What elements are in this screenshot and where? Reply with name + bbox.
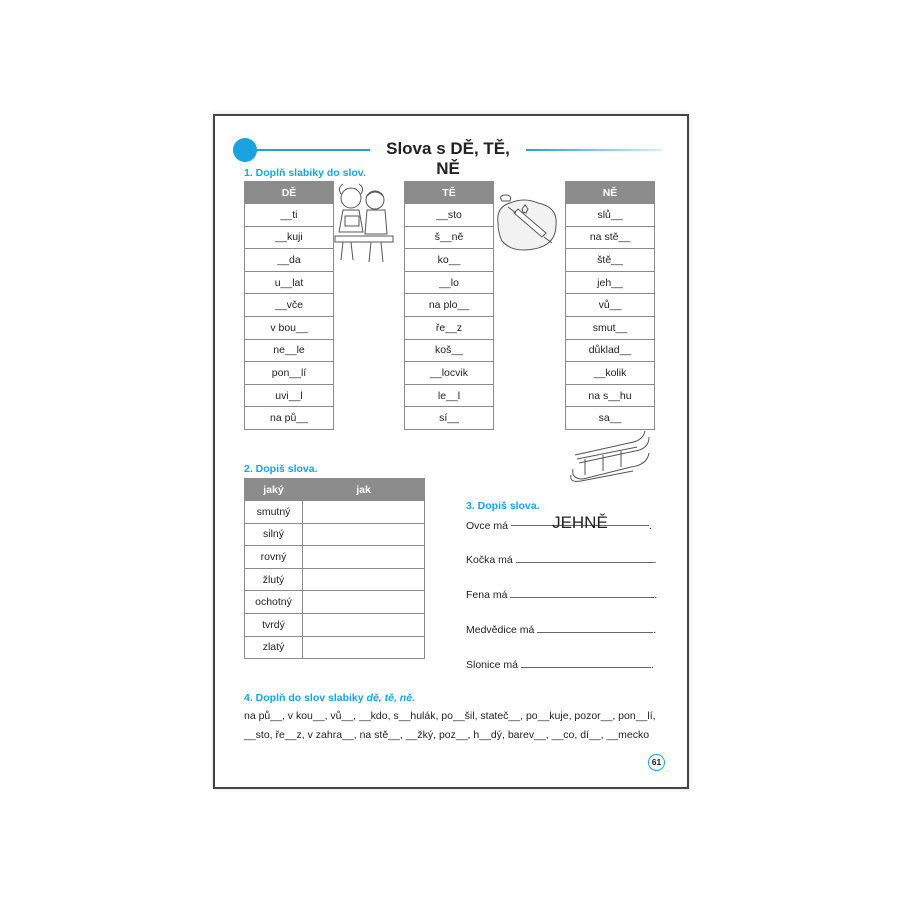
exercise3-line: [466, 586, 657, 601]
word-cell[interactable]: ko__: [405, 249, 494, 272]
word-cell[interactable]: smut__: [566, 316, 655, 339]
line-suffix: .: [654, 589, 658, 601]
exercise2-heading: 2. Dopiš slova.: [244, 463, 318, 475]
exercise3-line: [466, 656, 654, 671]
adverb-answer-cell[interactable]: [303, 523, 425, 546]
word-cell[interactable]: __vče: [245, 294, 334, 317]
adjective-cell: žlutý: [245, 568, 303, 591]
adjective-cell: rovný: [245, 546, 303, 569]
syllable-table-de: [244, 181, 334, 430]
column-header: NĚ: [566, 182, 655, 204]
adverb-answer-cell[interactable]: [303, 568, 425, 591]
table-row: [245, 249, 334, 272]
word-cell[interactable]: __locvik: [405, 362, 494, 385]
table-row: [566, 204, 655, 227]
line-prefix: Ovce má: [466, 520, 509, 532]
adverb-answer-cell[interactable]: [303, 546, 425, 569]
table-row: [245, 294, 334, 317]
exercise4-heading: [244, 692, 415, 704]
answer-text: JEHNĚ: [552, 513, 608, 532]
table-row: [245, 591, 425, 614]
title-rule-right: [526, 149, 662, 151]
exercise3-line: [466, 514, 652, 532]
syllable-table-ne: [565, 181, 655, 430]
table-row: [245, 523, 425, 546]
adjective-table: [244, 478, 425, 659]
word-cell[interactable]: __da: [245, 249, 334, 272]
word-cell[interactable]: u__lat: [245, 271, 334, 294]
table-row: [405, 204, 494, 227]
adjective-cell: silný: [245, 523, 303, 546]
exercise4-line-1: na pů__, v kou__, vů__, __kdo, s__hulák, po__šil, stateč__, po__kuje, pozor__, pon__lí,: [244, 710, 656, 722]
word-cell[interactable]: š__ně: [405, 226, 494, 249]
page-title: Slova s DĚ, TĚ, NĚ: [386, 139, 510, 178]
table-row: [405, 316, 494, 339]
word-cell[interactable]: le__l: [405, 384, 494, 407]
table-row: [245, 613, 425, 636]
table-row: [245, 501, 425, 524]
children-sitting-illustration: [331, 180, 397, 266]
word-cell[interactable]: __kolik: [566, 362, 655, 385]
answer-blank[interactable]: [521, 656, 651, 668]
table-row: [405, 226, 494, 249]
exercise3-heading: 3. Dopiš slova.: [466, 500, 540, 512]
word-cell[interactable]: __ti: [245, 204, 334, 227]
table-row: [405, 249, 494, 272]
table-row: [405, 362, 494, 385]
table-row: [245, 204, 334, 227]
table-row: [566, 226, 655, 249]
adjective-cell: zlatý: [245, 636, 303, 659]
table-row: [245, 636, 425, 659]
answer-blank[interactable]: [511, 513, 649, 532]
answer-blank[interactable]: [510, 586, 654, 598]
heading-suffix: .: [412, 692, 415, 704]
heading-syllables: dě, tě, ně: [366, 692, 413, 704]
answer-blank[interactable]: [537, 621, 653, 633]
table-row: [405, 294, 494, 317]
answer-blank[interactable]: [516, 551, 654, 563]
exercise4-line-2: __sto, ře__z, v zahra__, na stě__, __žký, poz__, h__dý, barev__, __co, dí__, __mecko: [244, 729, 650, 741]
line-suffix: .: [650, 659, 654, 671]
table-row: [566, 362, 655, 385]
word-cell[interactable]: jeh__: [566, 271, 655, 294]
word-cell[interactable]: ne__le: [245, 339, 334, 362]
table-row: [566, 294, 655, 317]
table-row: [245, 546, 425, 569]
table-row: [245, 271, 334, 294]
word-cell[interactable]: vů__: [566, 294, 655, 317]
exercise1-heading: 1. Doplň slabiky do slov.: [244, 167, 366, 179]
word-cell[interactable]: slů__: [566, 204, 655, 227]
column-header-jaky: jaký: [245, 479, 303, 501]
adverb-answer-cell[interactable]: [303, 613, 425, 636]
exercise3-line: [466, 551, 657, 566]
word-cell[interactable]: koš__: [405, 339, 494, 362]
table-row: [245, 568, 425, 591]
line-suffix: .: [653, 624, 657, 636]
table-row: [405, 407, 494, 430]
word-cell[interactable]: ště__: [566, 249, 655, 272]
word-cell[interactable]: sí__: [405, 407, 494, 430]
word-cell[interactable]: __kuji: [245, 226, 334, 249]
adverb-answer-cell[interactable]: [303, 636, 425, 659]
line-prefix: Slonice má: [466, 659, 518, 671]
adjective-cell: smutný: [245, 501, 303, 524]
line-prefix: Fena má: [466, 589, 508, 601]
table-row: [405, 384, 494, 407]
table-row: [245, 407, 334, 430]
rolling-pin-dough-illustration: [494, 193, 562, 255]
table-row: [405, 271, 494, 294]
table-row: [245, 339, 334, 362]
adverb-answer-cell[interactable]: [303, 591, 425, 614]
table-row: [566, 249, 655, 272]
word-cell[interactable]: na pů__: [245, 407, 334, 430]
line-prefix: Medvědice má: [466, 624, 535, 636]
title-rule-left: [252, 149, 370, 151]
line-suffix: .: [653, 554, 657, 566]
line-prefix: Kočka má: [466, 554, 513, 566]
adjective-cell: ochotný: [245, 591, 303, 614]
syllable-table-te: [404, 181, 494, 430]
table-row: [245, 362, 334, 385]
column-header-jak: jak: [303, 479, 425, 501]
adverb-answer-cell[interactable]: [303, 501, 425, 524]
table-row: [566, 384, 655, 407]
table-row: [566, 271, 655, 294]
column-header: TĚ: [405, 182, 494, 204]
column-header: DĚ: [245, 182, 334, 204]
adjective-cell: tvrdý: [245, 613, 303, 636]
exercise3-line: [466, 621, 656, 636]
word-cell[interactable]: na s__hu: [566, 384, 655, 407]
word-cell[interactable]: na stě__: [566, 226, 655, 249]
table-row: [566, 316, 655, 339]
table-row: [245, 316, 334, 339]
word-cell[interactable]: __sto: [405, 204, 494, 227]
word-cell[interactable]: na plo__: [405, 294, 494, 317]
table-row: [245, 384, 334, 407]
word-cell[interactable]: pon__lí: [245, 362, 334, 385]
word-cell[interactable]: ře__z: [405, 316, 494, 339]
word-cell[interactable]: uvi__l: [245, 384, 334, 407]
word-cell[interactable]: sa__: [566, 407, 655, 430]
table-row: [405, 339, 494, 362]
line-suffix: .: [648, 520, 652, 532]
word-cell[interactable]: důklad__: [566, 339, 655, 362]
heading-prefix: 4. Doplň do slov slabiky: [244, 692, 367, 704]
sled-illustration: [569, 425, 653, 483]
word-cell[interactable]: __lo: [405, 271, 494, 294]
table-row: [566, 339, 655, 362]
page-number: 61: [648, 754, 665, 771]
word-cell[interactable]: v bou__: [245, 316, 334, 339]
table-row: [245, 226, 334, 249]
